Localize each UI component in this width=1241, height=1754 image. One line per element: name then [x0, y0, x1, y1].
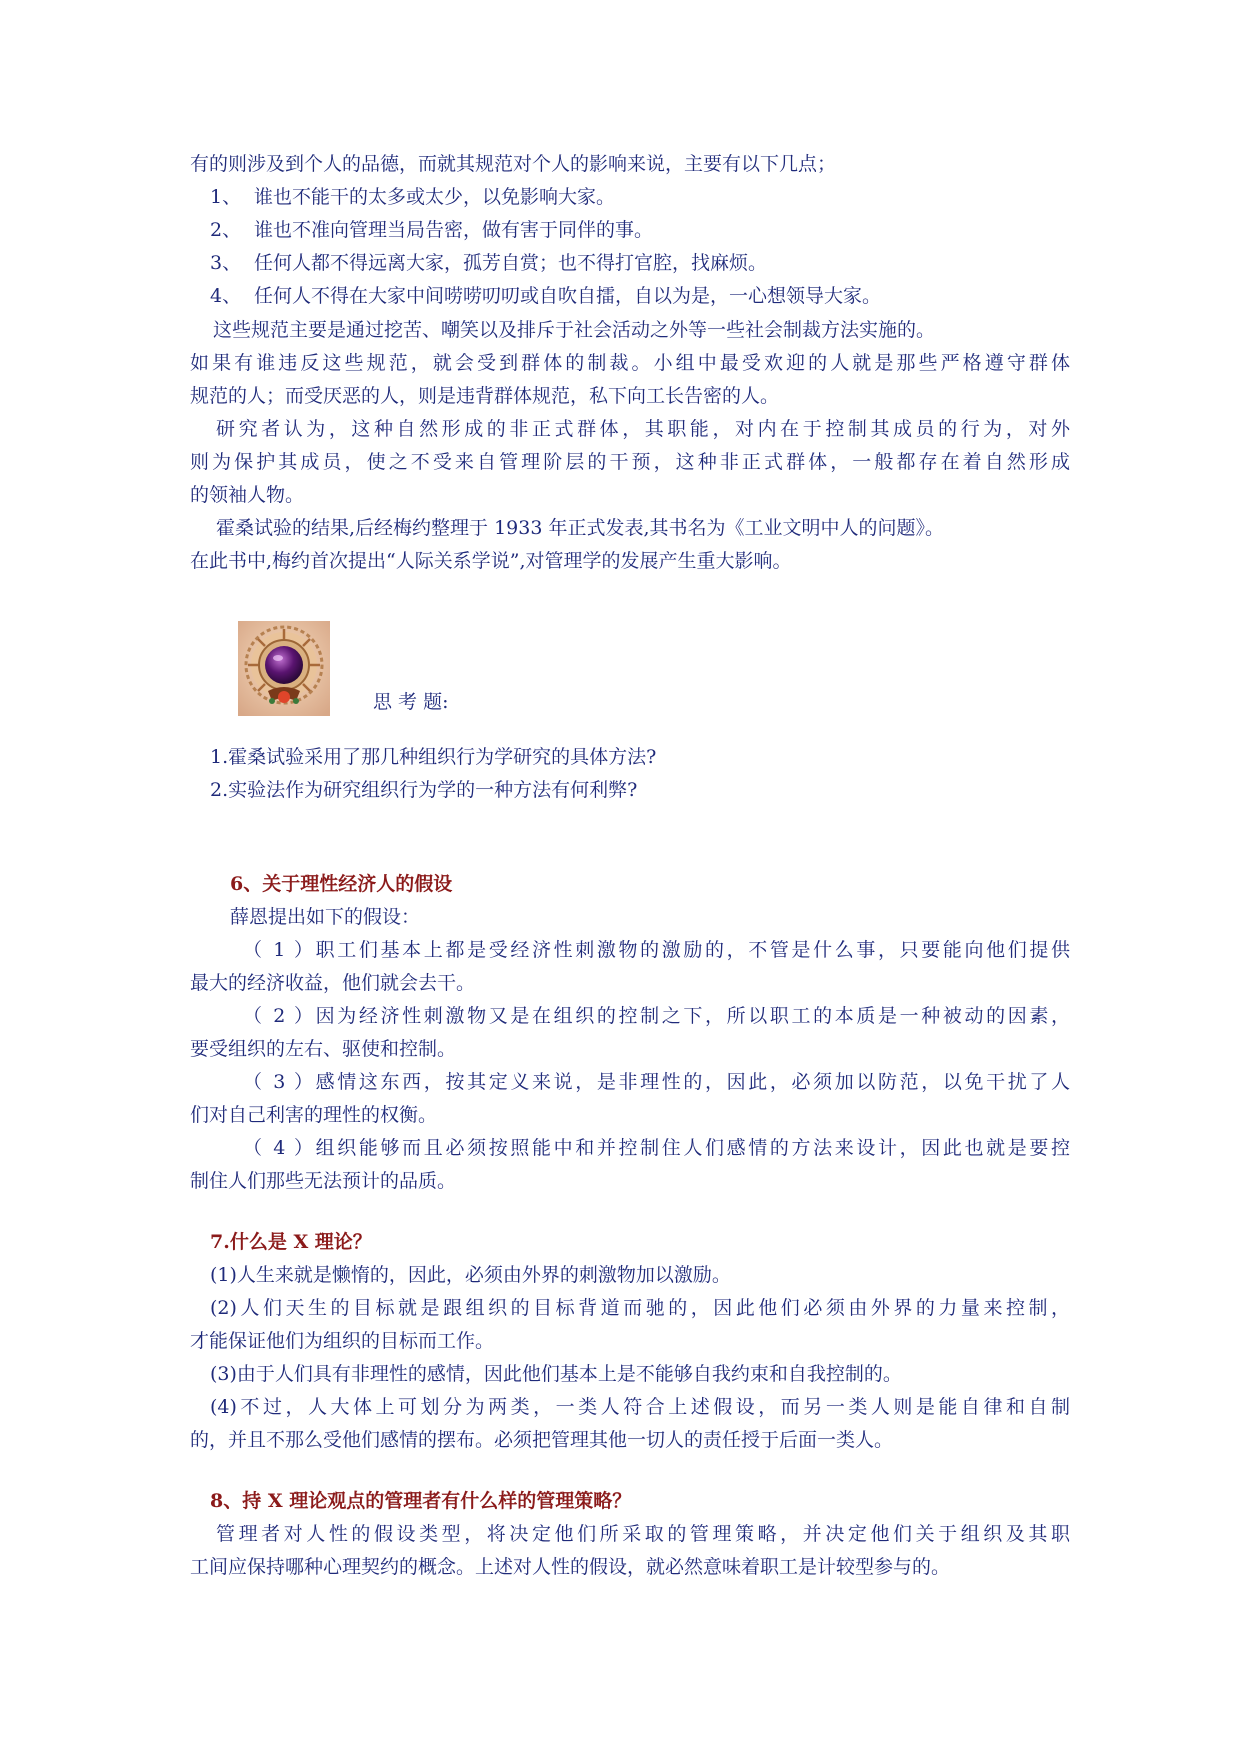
paragraph-line: (2)人们天生的目标就是跟组织的目标背道而驰的，因此他们必须由外界的力量来控制， [210, 1297, 1070, 1319]
rule-text: 谁也不准向管理当局告密，做有害于同伴的事。 [254, 219, 654, 241]
paragraph-line: （ 2 ）因为经济性刺激物又是在组织的控制之下，所以职工的本质是一种被动的因素， [243, 1005, 1070, 1027]
rule-item [210, 181, 1090, 213]
emblem-image [238, 621, 330, 716]
rule-number: 2、 [210, 219, 242, 241]
paragraph-line: (3)由于人们具有非理性的感情，因此他们基本上是不能够自我约束和自我控制的。 [210, 1363, 902, 1385]
rule-item [210, 214, 1090, 246]
rule-text: 任何人都不得远离大家，孤芳自赏；也不得打官腔，找麻烦。 [254, 252, 768, 274]
rule-item [210, 247, 1090, 279]
paragraph-line: 规范的人；而受厌恶的人，则是违背群体规范，私下向工长告密的人。 [190, 385, 780, 407]
paragraph-line: 这些规范主要是通过挖苦、嘲笑以及排斥于社会活动之外等一些社会制裁方法实施的。 [213, 319, 936, 341]
rule-number: 1、 [210, 186, 242, 208]
question-item: 2.实验法作为研究组织行为学的一种方法有何利弊? [210, 779, 638, 801]
paragraph-line: （ 4 ）组织能够而且必须按照能中和并控制住人们感情的方法来设计，因此也就是要控 [243, 1137, 1070, 1159]
rule-item [210, 280, 1090, 312]
rule-number: 3、 [210, 252, 242, 274]
paragraph-line: 的领袖人物。 [190, 484, 305, 506]
questions-label: 思 考 题: [373, 691, 449, 713]
paragraph-line: 有的则涉及到个人的品德，而就其规范对个人的影响来说，主要有以下几点； [190, 153, 837, 175]
section-heading: 6、关于理性经济人的假设 [230, 873, 453, 895]
paragraph-line: 们对自己利害的理性的权衡。 [190, 1104, 438, 1126]
paragraph-line: 研究者认为，这种自然形成的非正式群体，其职能，对内在于控制其成员的行为，对外 [216, 418, 1070, 440]
paragraph-line: (1)人生来就是懒惰的，因此，必须由外界的刺激物加以激励。 [210, 1264, 731, 1286]
question-item: 1.霍桑试验采用了那几种组织行为学研究的具体方法? [210, 746, 657, 768]
rule-text: 任何人不得在大家中间唠唠叨叨或自吹自擂，自以为是，一心想领导大家。 [254, 285, 882, 307]
rule-text: 谁也不能干的太多或太少，以免影响大家。 [254, 186, 616, 208]
paragraph-line: （ 1 ）职工们基本上都是受经济性刺激物的激励的，不管是什么事，只要能向他们提供 [243, 939, 1070, 961]
rule-number: 4、 [210, 285, 242, 307]
paragraph-line: 如果有谁违反这些规范，就会受到群体的制裁。小组中最受欢迎的人就是那些严格遵守群体 [190, 352, 1070, 374]
paragraph-line: 工间应保持哪种心理契约的概念。上述对人性的假设，就必然意味着职工是计较型参与的。 [190, 1556, 951, 1578]
paragraph-line: 在此书中,梅约首次提出“人际关系学说”,对管理学的发展产生重大影响。 [190, 550, 792, 572]
paragraph-line: (4)不过，人大体上可划分为两类，一类人符合上述假设，而另一类人则是能自律和自制 [210, 1396, 1070, 1418]
paragraph-line: 要受组织的左右、驱使和控制。 [190, 1038, 457, 1060]
paragraph-line: 最大的经济收益，他们就会去干。 [190, 972, 476, 994]
paragraph-line: 制住人们那些无法预计的品质。 [190, 1170, 457, 1192]
section-heading: 8、持 X 理论观点的管理者有什么样的管理策略？ [210, 1490, 632, 1512]
paragraph-line: 的，并且不那么受他们感情的摆布。必须把管理其他一切人的责任授于后面一类人。 [190, 1429, 894, 1451]
paragraph-line: （ 3 ）感情这东西，按其定义来说，是非理性的，因此，必须加以防范，以免干扰了人 [243, 1071, 1070, 1093]
paragraph-line: 薛恩提出如下的假设： [230, 906, 421, 928]
paragraph-line: 霍桑试验的结果,后经梅约整理于 1933 年正式发表,其书名为《工业文明中人的问题》。 [216, 517, 945, 539]
paragraph-line: 则为保护其成员，使之不受来自管理阶层的干预，这种非正式群体，一般都存在着自然形成 [190, 451, 1070, 473]
paragraph-line: 管理者对人性的假设类型，将决定他们所采取的管理策略，并决定他们关于组织及其职 [216, 1523, 1070, 1545]
section-heading: 7.什么是 X 理论？ [210, 1231, 372, 1253]
paragraph-line: 才能保证他们为组织的目标而工作。 [190, 1330, 495, 1352]
